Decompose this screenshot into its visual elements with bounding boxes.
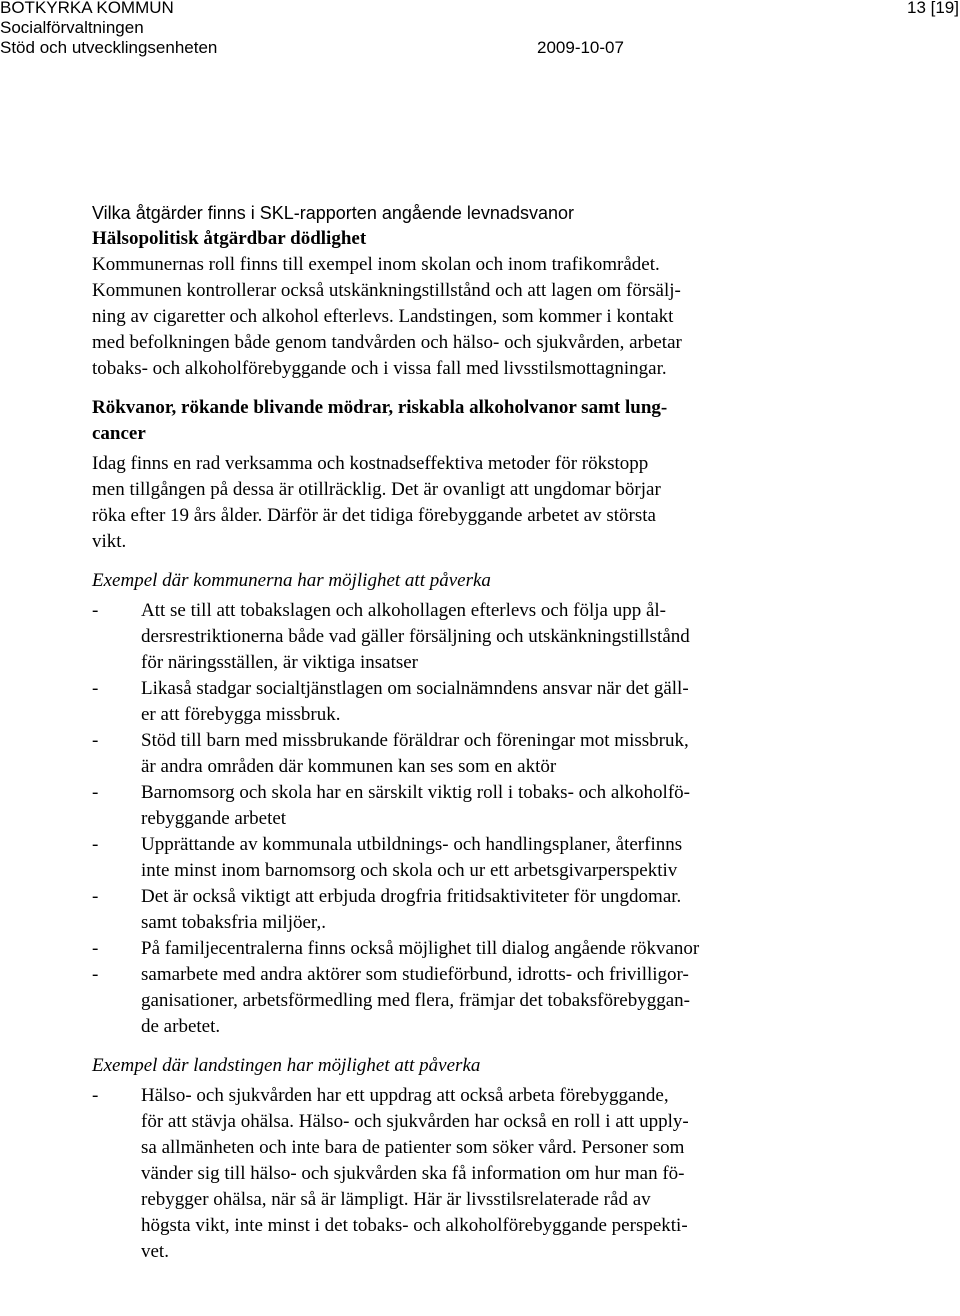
- list-item-line: Det är också viktigt att erbjuda drogfria fritidsaktiviteter för ungdomar.: [141, 886, 682, 907]
- list-item-line: är andra områden där kommunen kan ses som en aktör: [141, 756, 557, 777]
- list-item-line: de arbetet.: [141, 1016, 221, 1037]
- paragraph-line: röka efter 19 års ålder. Därför är det tidiga förebyggande arbetet av största: [92, 505, 656, 526]
- header-department: Socialförvaltningen: [0, 18, 144, 37]
- list-item: [92, 936, 842, 962]
- list-item: [92, 676, 842, 728]
- list-item-line: för att stävja ohälsa. Hälso- och sjukvården har också en roll i att upply-: [141, 1111, 689, 1132]
- list-item-line: er att förebygga missbruk.: [141, 704, 341, 725]
- paragraph-line: tobaks- och alkoholförebyggande och i vissa fall med livsstilsmottagningar.: [92, 358, 667, 379]
- section-heading-levnadsvanor: Vilka åtgärder finns i SKL-rapporten angående levnadsvanor: [92, 203, 574, 223]
- list-item-line: Hälso- och sjukvården har ett uppdrag att också arbeta förebyggande,: [141, 1085, 669, 1106]
- list-bullet: -: [92, 1085, 99, 1106]
- list-bullet: -: [92, 834, 99, 855]
- list-item-line: rebyggande arbetet: [141, 808, 287, 829]
- list-item-line: samt tobaksfria miljöer,.: [141, 912, 326, 933]
- list-item: [92, 962, 842, 1040]
- list-item-line: vet.: [141, 1241, 169, 1262]
- heading-line: Rökvanor, rökande blivande mödrar, riskabla alkoholvanor samt lung-: [92, 397, 668, 418]
- paragraph-line: Idag finns en rad verksamma och kostnadseffektiva metoder för rökstopp: [92, 453, 649, 474]
- paragraph-line: vikt.: [92, 531, 127, 552]
- header-unit: Stöd och utvecklingsenheten: [0, 38, 218, 57]
- list-item-line: Att se till att tobakslagen och alkohollagen efterlevs och följa upp ål-: [141, 600, 666, 621]
- heading-line: cancer: [92, 423, 146, 444]
- list-bullet: -: [92, 782, 99, 803]
- list-item: [92, 1083, 842, 1265]
- list-item-line: På familjecentralerna finns också möjlighet till dialog angående rökvanor: [141, 938, 700, 959]
- list-item-line: samarbete med andra aktörer som studieförbund, idrotts- och frivilligor-: [141, 964, 689, 985]
- list-item-line: Stöd till barn med missbrukande föräldrar och föreningar mot missbruk,: [141, 730, 689, 751]
- list-item-line: inte minst inom barnomsorg och skola och ur ett arbetsgivarperspektiv: [141, 860, 678, 881]
- list-item: [92, 728, 842, 780]
- section-subheading-dodlighet: Hälsopolitisk åtgärdbar dödlighet: [92, 228, 367, 249]
- header-date: 2009-10-07: [537, 38, 624, 57]
- section-heading-rokvanor: [92, 395, 842, 447]
- list-item-line: sa allmänheten och inte bara de patienter som söker vård. Personer som: [141, 1137, 685, 1158]
- paragraph-line: ning av cigaretter och alkohol efterlevs. Landstingen, som kommer i kontakt: [92, 306, 674, 327]
- list-item-line: ganisationer, arbetsförmedling med flera, främjar det tobaksförebyggan-: [141, 990, 690, 1011]
- header-organization: BOTKYRKA KOMMUN: [0, 0, 174, 17]
- list-item: [92, 780, 842, 832]
- list-item-line: rebygger ohälsa, när så är lämpligt. Här är livsstilsrelaterade råd av: [141, 1189, 651, 1210]
- list-item-line: Barnomsorg och skola har en särskilt viktig roll i tobaks- och alkoholfö-: [141, 782, 690, 803]
- paragraph-line: med befolkningen både genom tandvården och hälso- och sjukvården, arbetar: [92, 332, 682, 353]
- smoking-paragraph: [92, 451, 842, 555]
- municipal-list: [92, 598, 842, 1040]
- list-item-line: Likaså stadgar socialtjänstlagen om socialnämndens ansvar när det gäll-: [141, 678, 689, 699]
- section-heading-kommunerna: Exempel där kommunerna har möjlighet att påverka: [92, 570, 491, 591]
- list-bullet: -: [92, 938, 99, 959]
- list-item: [92, 832, 842, 884]
- intro-paragraph: [92, 252, 842, 382]
- paragraph-line: Kommunernas roll finns till exempel inom skolan och inom trafikområdet.: [92, 254, 660, 275]
- section-heading-landstingen: Exempel där landstingen har möjlighet att påverka: [92, 1055, 481, 1076]
- list-item-line: högsta vikt, inte minst i det tobaks- och alkoholförebyggande perspekti-: [141, 1215, 688, 1236]
- list-item-line: för näringsställen, är viktiga insatser: [141, 652, 419, 673]
- list-bullet: -: [92, 964, 99, 985]
- list-bullet: -: [92, 600, 99, 621]
- paragraph-line: men tillgången på dessa är otillräcklig. Det är ovanligt att ungdomar börjar: [92, 479, 661, 500]
- document-body: [92, 200, 842, 1265]
- list-bullet: -: [92, 886, 99, 907]
- list-item-line: vänder sig till hälso- och sjukvården ska få information om hur man fö-: [141, 1163, 685, 1184]
- county-list: [92, 1083, 842, 1265]
- paragraph-line: Kommunen kontrollerar också utskänkningstillstånd och att lagen om försälj-: [92, 280, 681, 301]
- page-number: 13 [19]: [907, 0, 959, 17]
- list-item-line: Upprättande av kommunala utbildnings- och handlingsplaner, återfinns: [141, 834, 683, 855]
- list-item: [92, 598, 842, 676]
- list-bullet: -: [92, 678, 99, 699]
- list-item: [92, 884, 842, 936]
- list-bullet: -: [92, 730, 99, 751]
- list-item-line: dersrestriktionerna både vad gäller försäljning och utskänkningstillstånd: [141, 626, 690, 647]
